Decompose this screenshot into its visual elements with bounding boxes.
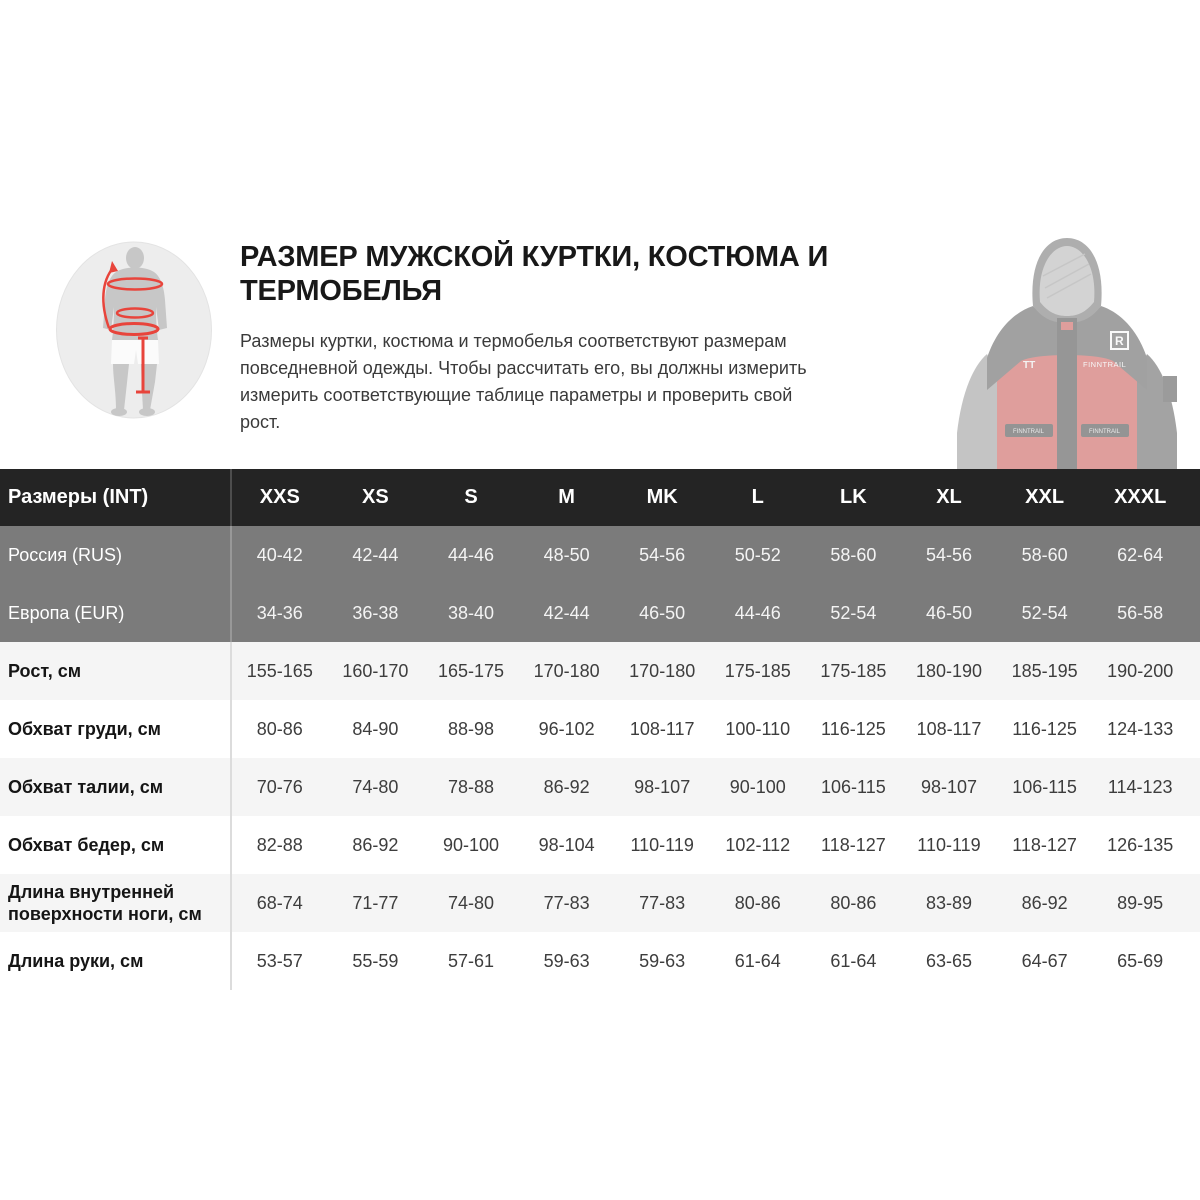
size-value-cell: 61-64: [734, 950, 781, 971]
table-row: [0, 700, 1200, 758]
description-line: Размеры куртки, костюма и термобелья соответствуют размерам: [240, 331, 787, 351]
size-value-cell: 124-133: [1107, 718, 1174, 739]
page-title: РАЗМЕР МУЖСКОЙ КУРТКИ, КОСТЮМА И ТЕРМОБЕЛЬЯ: [240, 241, 829, 307]
size-value-cell: 116-125: [1012, 718, 1077, 739]
size-value-cell: 58-60: [1021, 544, 1068, 565]
size-value-cell: 53-57: [256, 950, 303, 971]
size-value-cell: 77-83: [639, 892, 686, 913]
table-row: [0, 758, 1200, 816]
svg-text:FINNTRAIL: FINNTRAIL: [1089, 429, 1121, 435]
size-value-cell: 116-125: [821, 718, 886, 739]
size-value-cell: 114-123: [1107, 776, 1173, 797]
size-value-cell: 102-112: [725, 834, 791, 855]
description-line: рост.: [240, 412, 281, 432]
size-value-cell: 83-89: [925, 892, 973, 913]
size-value-cell: 98-104: [538, 834, 595, 855]
svg-text:R: R: [1115, 334, 1124, 348]
table-row: [0, 932, 1200, 990]
table-row: [0, 642, 1200, 700]
size-value-cell: 100-110: [725, 718, 791, 739]
size-value-cell: 48-50: [543, 544, 590, 565]
table-row: [0, 874, 1200, 932]
size-value-cell: 42-44: [352, 544, 399, 565]
size-value-cell: 44-46: [734, 602, 781, 623]
size-value-cell: 88-98: [447, 718, 495, 739]
size-value-cell: 108-117: [916, 718, 982, 739]
size-value-cell: 82-88: [256, 834, 303, 855]
size-column-header: MK: [646, 486, 678, 508]
table-row: [0, 526, 1200, 584]
size-value-cell: 80-86: [830, 892, 877, 913]
size-value-cell: 165-175: [437, 660, 505, 681]
size-column-header: L: [751, 486, 764, 508]
size-value-cell: 89-95: [1117, 892, 1164, 913]
size-value-cell: 36-38: [352, 602, 399, 623]
size-value-cell: 63-65: [925, 950, 973, 971]
jacket-image-icon: [935, 228, 1200, 469]
table-header-row: [0, 469, 1200, 526]
size-value-cell: 54-56: [925, 544, 973, 565]
size-column-header: XXXL: [1114, 486, 1167, 508]
table-corner-label: Размеры (INT): [0, 469, 232, 526]
table-row: [0, 584, 1200, 642]
size-value-cell: 118-127: [821, 834, 886, 855]
size-column-header: XXS: [259, 486, 300, 508]
size-value-cell: 90-100: [729, 776, 786, 797]
size-value-cell: 106-115: [1012, 776, 1077, 797]
size-value-cell: 86-92: [352, 834, 399, 855]
size-value-cell: 180-190: [915, 660, 983, 681]
size-column-header: XS: [362, 486, 389, 508]
size-value-cell: 175-185: [724, 660, 791, 681]
size-guide-header: [0, 0, 1200, 469]
size-value-cell: 40-42: [256, 544, 303, 565]
size-value-cell: 50-52: [734, 544, 781, 565]
size-value-cell: 80-86: [734, 892, 781, 913]
size-column-header: S: [464, 486, 478, 508]
size-column-header: XL: [936, 486, 962, 508]
size-value-cell: 90-100: [442, 834, 500, 855]
svg-text:FINNTRAIL: FINNTRAIL: [1083, 360, 1127, 369]
size-value-cell: 58-60: [830, 544, 877, 565]
size-value-cell: 34-36: [256, 602, 303, 623]
row-label: Длина руки, см: [0, 932, 232, 990]
size-value-cell: 78-88: [447, 776, 495, 797]
body-measurement-diagram: [55, 241, 213, 421]
row-label: Рост, см: [0, 642, 232, 700]
page-description: [240, 328, 950, 436]
size-column-header: XXL: [1025, 486, 1065, 508]
size-value-cell: 44-46: [447, 544, 495, 565]
row-label: Обхват талии, см: [0, 758, 232, 816]
size-value-cell: 62-64: [1117, 544, 1164, 565]
size-value-cell: 74-80: [352, 776, 399, 797]
size-value-cell: 74-80: [447, 892, 495, 913]
size-column-header: M: [558, 486, 575, 508]
size-value-cell: 155-165: [246, 660, 313, 681]
size-value-cell: 46-50: [925, 602, 973, 623]
size-value-cell: 98-107: [634, 776, 691, 797]
jacket-product-image: [935, 228, 1200, 469]
size-value-cell: 126-135: [1107, 834, 1174, 855]
size-value-cell: 77-83: [543, 892, 590, 913]
size-value-cell: 160-170: [342, 660, 409, 681]
size-value-cell: 86-92: [1021, 892, 1068, 913]
size-value-cell: 59-63: [639, 950, 686, 971]
size-value-cell: 61-64: [830, 950, 877, 971]
size-value-cell: 190-200: [1107, 660, 1174, 681]
size-value-cell: 110-119: [630, 834, 694, 855]
size-value-cell: 52-54: [1021, 602, 1068, 623]
size-value-cell: 54-56: [639, 544, 686, 565]
size-value-cell: 110-119: [917, 834, 981, 855]
size-value-cell: 118-127: [1012, 834, 1077, 855]
svg-text:FINNTRAIL: FINNTRAIL: [1013, 429, 1045, 435]
row-label: Длина внутренней поверхности ноги, см: [0, 874, 232, 932]
size-value-cell: 80-86: [256, 718, 303, 739]
size-value-cell: 170-180: [533, 660, 600, 681]
size-value-cell: 64-67: [1021, 950, 1068, 971]
size-value-cell: 98-107: [920, 776, 978, 797]
size-value-cell: 84-90: [352, 718, 399, 739]
body-diagram-icon: [55, 241, 213, 421]
size-value-cell: 106-115: [821, 776, 886, 797]
size-value-cell: 170-180: [629, 660, 696, 681]
row-label: Европа (EUR): [0, 584, 232, 642]
table-row: [0, 816, 1200, 874]
size-value-cell: 71-77: [352, 892, 399, 913]
size-value-cell: 55-59: [352, 950, 399, 971]
size-value-cell: 86-92: [543, 776, 590, 797]
row-label: Россия (RUS): [0, 526, 232, 584]
size-column-header: LK: [840, 486, 867, 508]
size-value-cell: 175-185: [820, 660, 887, 681]
size-value-cell: 108-117: [629, 718, 695, 739]
size-value-cell: 68-74: [256, 892, 303, 913]
size-value-cell: 57-61: [447, 950, 495, 971]
row-label: Обхват груди, см: [0, 700, 232, 758]
size-value-cell: 185-195: [1011, 660, 1078, 681]
size-value-cell: 56-58: [1117, 602, 1164, 623]
svg-text:TT: TT: [1023, 360, 1036, 371]
size-value-cell: 46-50: [639, 602, 686, 623]
size-value-cell: 65-69: [1117, 950, 1164, 971]
size-table: [0, 469, 1200, 990]
size-value-cell: 52-54: [830, 602, 877, 623]
size-value-cell: 96-102: [538, 718, 595, 739]
description-line: повседневной одежды. Чтобы рассчитать его, вы должны измерить: [240, 358, 807, 378]
description-line: измерить соответствующие таблице параметры и проверить свой: [240, 385, 793, 405]
size-value-cell: 70-76: [256, 776, 303, 797]
row-label: Обхват бедер, см: [0, 816, 232, 874]
size-value-cell: 59-63: [543, 950, 590, 971]
size-value-cell: 42-44: [543, 602, 590, 623]
size-value-cell: 38-40: [447, 602, 495, 623]
hero-text-block: [240, 240, 950, 436]
